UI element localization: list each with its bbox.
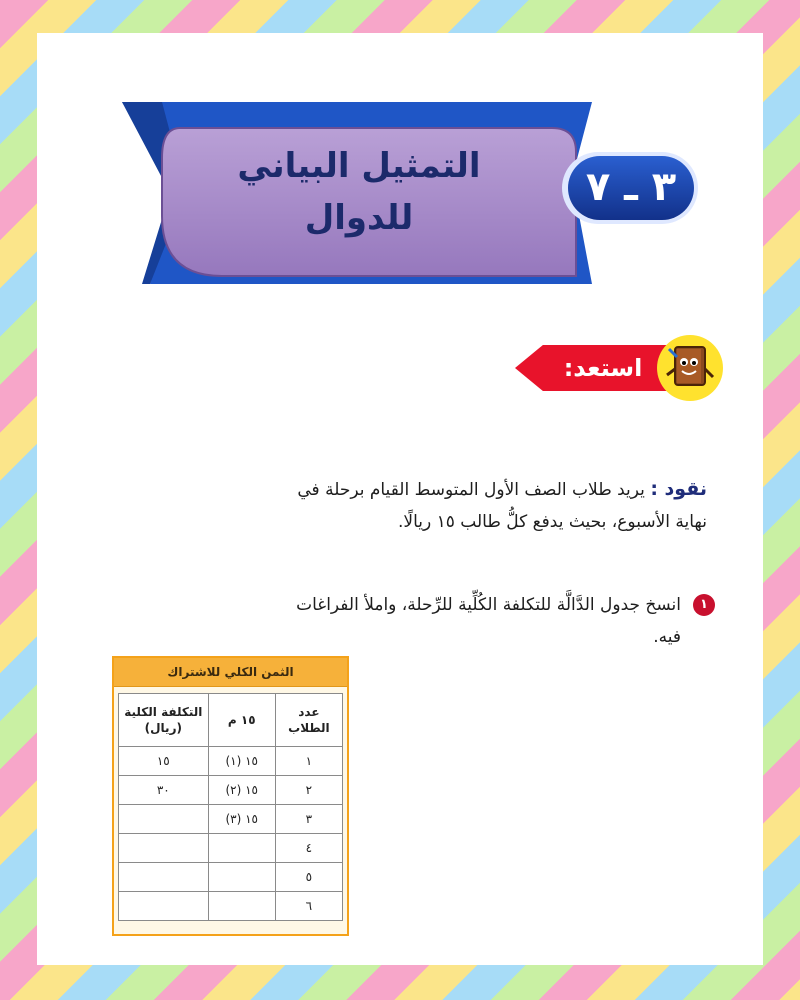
intro-text: يريد طلاب الصف الأول المتوسط القيام برحلة في نهاية الأسبوع، بحيث يدفع كلُّ طالب ١٥ ريالًا. xyxy=(297,480,707,532)
header-formula: ١٥ م xyxy=(208,694,275,747)
table-title: الثمن الكلي للاشتراك xyxy=(114,658,347,687)
cell-total xyxy=(119,863,209,892)
lesson-title-line1: التمثيل البياني xyxy=(237,146,481,186)
cell-formula xyxy=(208,863,275,892)
header-students: عدد الطلاب xyxy=(275,694,342,747)
exercise-number-badge: ١ xyxy=(693,594,715,616)
get-ready-section xyxy=(515,333,727,405)
lesson-number: ٣ ـ ٧ xyxy=(585,164,677,210)
table-grid xyxy=(118,693,343,921)
cell-total xyxy=(119,892,209,921)
cell-total: ٣٠ xyxy=(119,776,209,805)
cell-students: ٥ xyxy=(275,863,342,892)
cell-students: ٣ xyxy=(275,805,342,834)
cell-total xyxy=(119,834,209,863)
header-total: التكلفة الكلية (ريال) xyxy=(119,694,209,747)
table-row xyxy=(119,747,343,776)
table-row xyxy=(119,863,343,892)
cell-formula xyxy=(208,892,275,921)
lesson-banner xyxy=(122,98,702,288)
cell-total xyxy=(119,805,209,834)
cell-formula xyxy=(208,834,275,863)
get-ready-label: استعد: xyxy=(563,354,643,382)
cell-students: ٦ xyxy=(275,892,342,921)
cell-formula: ١٥ (٢) xyxy=(208,776,275,805)
intro-label: نقود : xyxy=(650,478,707,500)
cell-formula: ١٥ (١) xyxy=(208,747,275,776)
lesson-title-line2: للدوال xyxy=(304,198,414,238)
table-row xyxy=(119,776,343,805)
cell-students: ٢ xyxy=(275,776,342,805)
table-header-row xyxy=(119,694,343,747)
table-row xyxy=(119,834,343,863)
table-row xyxy=(119,892,343,921)
page xyxy=(37,33,763,965)
cell-formula: ١٥ (٣) xyxy=(208,805,275,834)
lesson-title xyxy=(194,140,524,244)
exercise-item xyxy=(287,589,707,653)
exercise-text: انسخ جدول الدَّالَّة للتكلفة الكُلِّية للرِّحلة، واملأ الفراغات فيه. xyxy=(296,595,681,647)
intro-paragraph xyxy=(287,473,707,538)
cell-students: ١ xyxy=(275,747,342,776)
table-row xyxy=(119,805,343,834)
function-table xyxy=(112,656,349,936)
cell-total: ١٥ xyxy=(119,747,209,776)
book-character-icon xyxy=(657,335,723,401)
cell-students: ٤ xyxy=(275,834,342,863)
